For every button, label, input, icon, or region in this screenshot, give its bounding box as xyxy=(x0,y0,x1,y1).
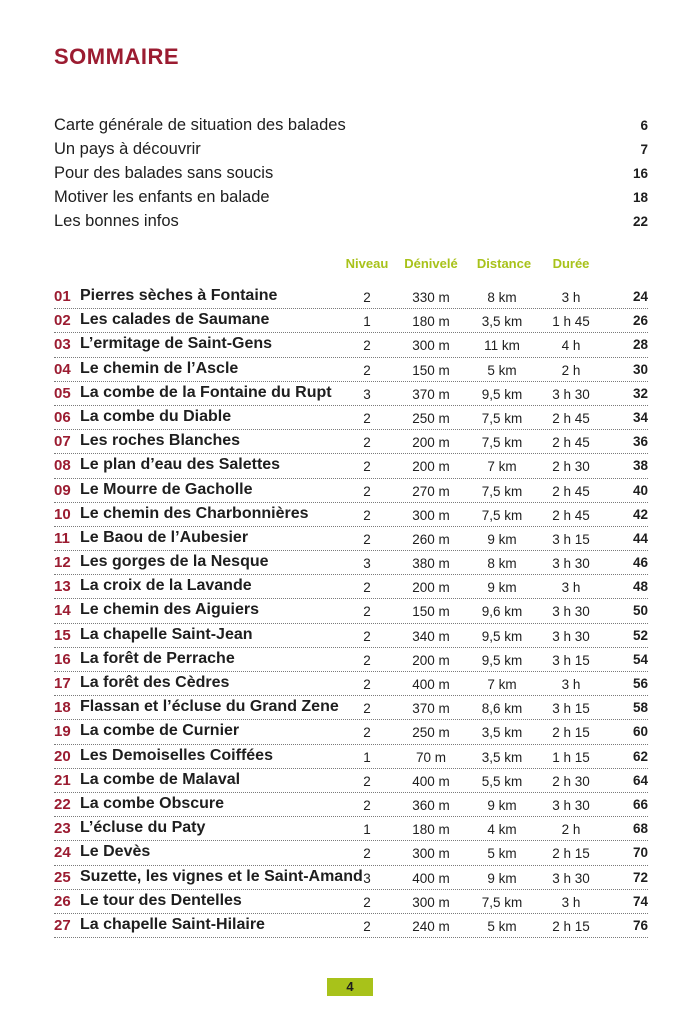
walk-name: Le Mourre de Gacholle xyxy=(80,480,253,498)
walk-name: Le plan d’eau des Salettes xyxy=(80,456,281,474)
walk-duree: 3 h xyxy=(561,580,581,596)
walk-distance: 7,5 km xyxy=(481,507,523,523)
walk-niveau: 2 xyxy=(363,410,371,426)
walk-row[interactable] xyxy=(54,672,648,696)
walk-denivele: 240 m xyxy=(412,918,450,934)
walk-page: 62 xyxy=(632,748,648,764)
walk-duree: 3 h 30 xyxy=(552,628,590,644)
walk-row[interactable] xyxy=(54,575,648,599)
walk-row[interactable] xyxy=(54,333,648,357)
column-header-niveau: Niveau xyxy=(345,256,389,271)
walk-duree: 4 h xyxy=(561,338,581,354)
walk-denivele: 250 m xyxy=(412,725,450,741)
intro-item[interactable] xyxy=(54,140,648,164)
walk-distance: 9,5 km xyxy=(481,628,523,644)
walk-distance: 9,6 km xyxy=(481,604,523,620)
walk-name: Le tour des Dentelles xyxy=(80,891,242,909)
walk-page: 24 xyxy=(632,289,648,304)
walk-page: 72 xyxy=(632,869,648,885)
walk-row[interactable] xyxy=(54,358,648,382)
walk-denivele: 300 m xyxy=(412,338,450,354)
walk-page: 50 xyxy=(632,603,648,619)
walk-row[interactable] xyxy=(54,309,648,333)
walk-distance: 3,5 km xyxy=(481,725,523,741)
walk-distance: 7,5 km xyxy=(481,435,523,451)
walk-duree: 2 h 45 xyxy=(552,435,590,451)
walk-distance: 9 km xyxy=(487,797,517,813)
walk-distance: 7,5 km xyxy=(481,483,523,499)
walk-page: 40 xyxy=(632,482,648,498)
walk-row[interactable] xyxy=(54,914,648,938)
walk-niveau: 3 xyxy=(363,870,371,886)
walk-name: L’ermitage de Saint-Gens xyxy=(80,335,273,353)
walk-niveau: 2 xyxy=(363,338,371,354)
walk-denivele: 260 m xyxy=(412,531,450,547)
walk-name: Flassan et l’écluse du Grand Zene xyxy=(80,698,339,716)
walk-row[interactable] xyxy=(54,503,648,527)
walks-table xyxy=(54,285,648,938)
walk-niveau: 2 xyxy=(363,580,371,596)
walk-name: La combe de Malaval xyxy=(80,770,241,788)
walk-name: La forêt des Cèdres xyxy=(80,674,230,691)
walk-niveau: 2 xyxy=(363,701,371,717)
walk-duree: 3 h 30 xyxy=(552,386,590,402)
walk-number: 12 xyxy=(54,554,71,572)
walk-name: Le chemin des Charbonnières xyxy=(80,504,309,522)
walk-number: 04 xyxy=(54,360,71,378)
walk-number: 26 xyxy=(54,892,71,910)
intro-list xyxy=(54,116,648,236)
walk-niveau: 2 xyxy=(363,362,371,378)
walk-row[interactable] xyxy=(54,866,648,890)
intro-item-label: Carte générale de situation des balades xyxy=(54,116,346,134)
walk-page: 34 xyxy=(632,409,648,425)
walk-number: 09 xyxy=(54,481,71,499)
walk-niveau: 2 xyxy=(363,725,371,741)
walk-page: 58 xyxy=(632,700,648,716)
intro-item-label: Pour des balades sans soucis xyxy=(54,164,274,182)
walk-duree: 2 h 30 xyxy=(552,773,590,789)
walk-name: La combe de Curnier xyxy=(80,722,240,740)
walk-denivele: 150 m xyxy=(412,362,450,378)
walk-name: La combe du Diable xyxy=(80,407,232,425)
walk-number: 25 xyxy=(54,868,71,886)
walk-row[interactable] xyxy=(54,406,648,430)
intro-item-page: 6 xyxy=(640,118,648,133)
walk-number: 14 xyxy=(54,602,71,620)
walk-distance: 9,5 km xyxy=(481,652,523,668)
walk-page: 30 xyxy=(632,361,648,377)
intro-item[interactable] xyxy=(54,188,648,212)
intro-item-label: Les bonnes infos xyxy=(54,212,179,230)
walk-name: Le chemin des Aiguiers xyxy=(80,601,260,619)
walk-name: La combe de la Fontaine du Rupt xyxy=(80,383,332,401)
walk-denivele: 150 m xyxy=(412,604,450,620)
walk-distance: 3,5 km xyxy=(481,749,523,765)
walk-distance: 3,5 km xyxy=(481,314,523,330)
walk-name: Le chemin de l’Ascle xyxy=(80,359,239,377)
intro-item-page: 7 xyxy=(640,142,648,157)
walk-niveau: 2 xyxy=(363,628,371,644)
walk-duree: 2 h 15 xyxy=(552,846,590,862)
walk-name: La croix de la Lavande xyxy=(80,577,252,595)
walk-distance: 8 km xyxy=(487,290,517,305)
walk-duree: 2 h xyxy=(561,362,581,378)
page-title: SOMMAIRE xyxy=(54,44,179,69)
walk-denivele: 200 m xyxy=(412,580,450,596)
walk-denivele: 380 m xyxy=(412,556,450,572)
walk-duree: 2 h 30 xyxy=(552,459,590,475)
walk-number: 02 xyxy=(54,312,71,330)
intro-item-label: Motiver les enfants en balade xyxy=(54,188,270,206)
walk-duree: 1 h 15 xyxy=(552,749,590,765)
walk-denivele: 70 m xyxy=(415,749,446,765)
walk-number: 13 xyxy=(54,578,71,596)
walk-page: 60 xyxy=(632,724,648,740)
walk-niveau: 2 xyxy=(363,531,371,547)
walk-niveau: 2 xyxy=(363,894,371,910)
walk-distance: 9,5 km xyxy=(481,386,523,402)
column-header-distance: Distance xyxy=(476,256,532,271)
walk-denivele: 400 m xyxy=(412,773,450,789)
walk-niveau: 2 xyxy=(363,677,371,692)
walk-row[interactable] xyxy=(54,890,648,914)
walk-row[interactable] xyxy=(54,624,648,648)
walk-number: 16 xyxy=(54,650,71,668)
walk-row[interactable] xyxy=(54,817,648,841)
walk-distance: 7 km xyxy=(487,677,517,692)
walk-page: 28 xyxy=(632,337,648,353)
walk-name: Le Baou de l’Aubesier xyxy=(80,528,249,546)
walk-denivele: 180 m xyxy=(412,314,450,330)
walk-number: 20 xyxy=(54,747,71,765)
walk-niveau: 2 xyxy=(363,846,371,862)
walk-page: 36 xyxy=(632,434,648,450)
walk-number: 11 xyxy=(54,529,70,547)
walk-niveau: 2 xyxy=(363,797,371,813)
walk-number: 01 xyxy=(54,288,71,305)
walk-denivele: 360 m xyxy=(412,797,450,813)
walk-niveau: 2 xyxy=(363,773,371,789)
walk-name: Les gorges de la Nesque xyxy=(80,553,269,571)
walk-page: 26 xyxy=(632,313,648,329)
walk-row[interactable] xyxy=(54,745,648,769)
walk-number: 22 xyxy=(54,795,71,813)
walk-denivele: 200 m xyxy=(412,459,450,475)
column-header-duree: Durée xyxy=(552,256,590,271)
walk-niveau: 2 xyxy=(363,290,371,305)
walk-niveau: 2 xyxy=(363,459,371,475)
walk-page: 42 xyxy=(632,506,648,522)
walk-denivele: 300 m xyxy=(412,846,450,862)
walk-duree: 2 h xyxy=(561,822,581,838)
walk-number: 06 xyxy=(54,408,71,426)
walk-denivele: 400 m xyxy=(412,870,450,886)
walk-duree: 3 h 30 xyxy=(552,556,590,572)
walk-distance: 7,5 km xyxy=(481,894,523,910)
walk-page: 54 xyxy=(632,651,648,667)
walk-name: Suzette, les vignes et le Saint-Amand xyxy=(80,867,363,885)
walk-row[interactable] xyxy=(54,599,648,623)
walk-duree: 3 h 30 xyxy=(552,797,590,813)
walk-page: 48 xyxy=(632,579,648,595)
walk-niveau: 1 xyxy=(363,749,371,765)
column-headers xyxy=(0,256,700,276)
walk-niveau: 2 xyxy=(363,507,371,523)
intro-item-label: Un pays à découvrir xyxy=(54,140,201,158)
walk-page: 44 xyxy=(632,530,648,546)
walk-duree: 2 h 45 xyxy=(552,410,590,426)
walk-denivele: 340 m xyxy=(412,628,450,644)
walk-duree: 3 h xyxy=(561,894,581,910)
walk-page: 56 xyxy=(632,676,648,691)
walk-name: La chapelle Saint-Jean xyxy=(80,625,253,643)
walk-page: 38 xyxy=(632,458,648,474)
walk-name: La forêt de Perrache xyxy=(80,649,235,667)
walk-number: 19 xyxy=(54,723,71,741)
walk-duree: 3 h 15 xyxy=(552,701,590,717)
walk-duree: 2 h 15 xyxy=(552,725,590,741)
walk-distance: 11 km xyxy=(484,338,520,354)
walk-row[interactable] xyxy=(54,696,648,720)
walk-row[interactable] xyxy=(54,551,648,575)
walk-row[interactable] xyxy=(54,430,648,454)
walk-number: 15 xyxy=(54,626,71,644)
walk-denivele: 200 m xyxy=(412,652,450,668)
walk-number: 07 xyxy=(54,433,71,451)
intro-item[interactable] xyxy=(54,164,648,188)
walk-number: 10 xyxy=(54,505,71,523)
walk-niveau: 3 xyxy=(363,386,371,402)
walk-page: 74 xyxy=(632,893,648,909)
walk-row[interactable] xyxy=(54,527,648,551)
walk-distance: 4 km xyxy=(487,822,517,838)
walk-number: 27 xyxy=(54,916,71,934)
walk-distance: 7 km xyxy=(487,459,517,475)
walk-page: 66 xyxy=(632,796,648,812)
walk-page: 68 xyxy=(632,821,648,837)
walk-duree: 3 h 30 xyxy=(552,870,590,886)
walk-distance: 7,5 km xyxy=(481,410,523,426)
walk-denivele: 300 m xyxy=(412,507,450,523)
walk-distance: 5 km xyxy=(487,918,517,934)
walk-page: 64 xyxy=(632,772,648,788)
walk-name: Les Demoiselles Coiffées xyxy=(80,746,273,764)
walk-distance: 8 km xyxy=(487,556,517,572)
walk-denivele: 370 m xyxy=(412,701,450,717)
walk-niveau: 2 xyxy=(363,435,371,451)
walk-page: 32 xyxy=(632,385,648,401)
walk-denivele: 270 m xyxy=(412,483,450,499)
walk-denivele: 300 m xyxy=(412,894,450,910)
walk-name: La chapelle Saint-Hilaire xyxy=(80,915,265,933)
walk-row[interactable] xyxy=(54,648,648,672)
walk-duree: 3 h 15 xyxy=(552,652,590,668)
walk-duree: 1 h 45 xyxy=(552,314,590,330)
walk-duree: 3 h 15 xyxy=(552,531,590,547)
walk-distance: 5 km xyxy=(487,846,517,862)
walk-denivele: 330 m xyxy=(412,290,450,305)
intro-item-page: 16 xyxy=(632,166,648,181)
walk-niveau: 1 xyxy=(363,314,371,330)
walk-duree: 2 h 45 xyxy=(552,483,590,499)
walk-distance: 5 km xyxy=(487,362,517,378)
walk-row[interactable] xyxy=(54,382,648,406)
walk-number: 08 xyxy=(54,457,71,475)
intro-item-page: 18 xyxy=(632,190,648,205)
walk-distance: 9 km xyxy=(487,870,517,886)
walk-name: Les roches Blanches xyxy=(80,432,241,450)
walk-denivele: 250 m xyxy=(412,410,450,426)
walk-row[interactable] xyxy=(54,841,648,865)
intro-item[interactable] xyxy=(54,212,648,236)
walk-duree: 3 h xyxy=(561,290,581,305)
walk-distance: 9 km xyxy=(487,580,517,596)
walk-number: 05 xyxy=(54,384,71,402)
walk-page: 46 xyxy=(632,555,648,571)
column-header-denivele: Dénivelé xyxy=(404,256,458,271)
walk-niveau: 2 xyxy=(363,918,371,934)
walk-niveau: 2 xyxy=(363,652,371,668)
walk-number: 24 xyxy=(54,844,71,862)
walk-duree: 3 h xyxy=(561,677,581,692)
walk-denivele: 400 m xyxy=(412,677,450,692)
page-number-badge: 4 xyxy=(327,978,373,996)
walk-name: Les calades de Saumane xyxy=(80,311,270,329)
walk-niveau: 2 xyxy=(363,604,371,620)
walk-number: 03 xyxy=(54,336,71,354)
walk-row[interactable] xyxy=(54,454,648,478)
walk-niveau: 1 xyxy=(363,822,371,838)
walk-row[interactable] xyxy=(54,479,648,503)
walk-duree: 2 h 15 xyxy=(552,918,590,934)
walk-distance: 5,5 km xyxy=(481,773,523,789)
walk-number: 21 xyxy=(54,771,71,789)
walk-page: 70 xyxy=(632,845,648,861)
walk-denivele: 200 m xyxy=(412,435,450,451)
walk-row[interactable] xyxy=(54,769,648,793)
walk-number: 17 xyxy=(54,675,71,692)
walk-niveau: 3 xyxy=(363,556,371,572)
walk-name: Le Devès xyxy=(80,843,151,861)
walk-name: L’écluse du Paty xyxy=(80,819,206,837)
walk-duree: 2 h 45 xyxy=(552,507,590,523)
walk-duree: 3 h 30 xyxy=(552,604,590,620)
walk-row[interactable] xyxy=(54,793,648,817)
walk-number: 18 xyxy=(54,699,71,717)
walk-row[interactable] xyxy=(54,720,648,744)
walk-row[interactable] xyxy=(54,285,648,309)
walk-niveau: 2 xyxy=(363,483,371,499)
walk-page: 52 xyxy=(632,627,648,643)
walk-number: 23 xyxy=(54,820,71,838)
walk-denivele: 180 m xyxy=(412,822,450,838)
intro-item[interactable] xyxy=(54,116,648,140)
walk-denivele: 370 m xyxy=(412,386,450,402)
intro-item-page: 22 xyxy=(632,214,648,229)
walk-distance: 8,6 km xyxy=(481,701,523,717)
walk-name: La combe Obscure xyxy=(80,794,225,812)
walk-distance: 9 km xyxy=(487,531,517,547)
walk-name: Pierres sèches à Fontaine xyxy=(80,287,278,304)
walk-page: 76 xyxy=(632,917,648,933)
